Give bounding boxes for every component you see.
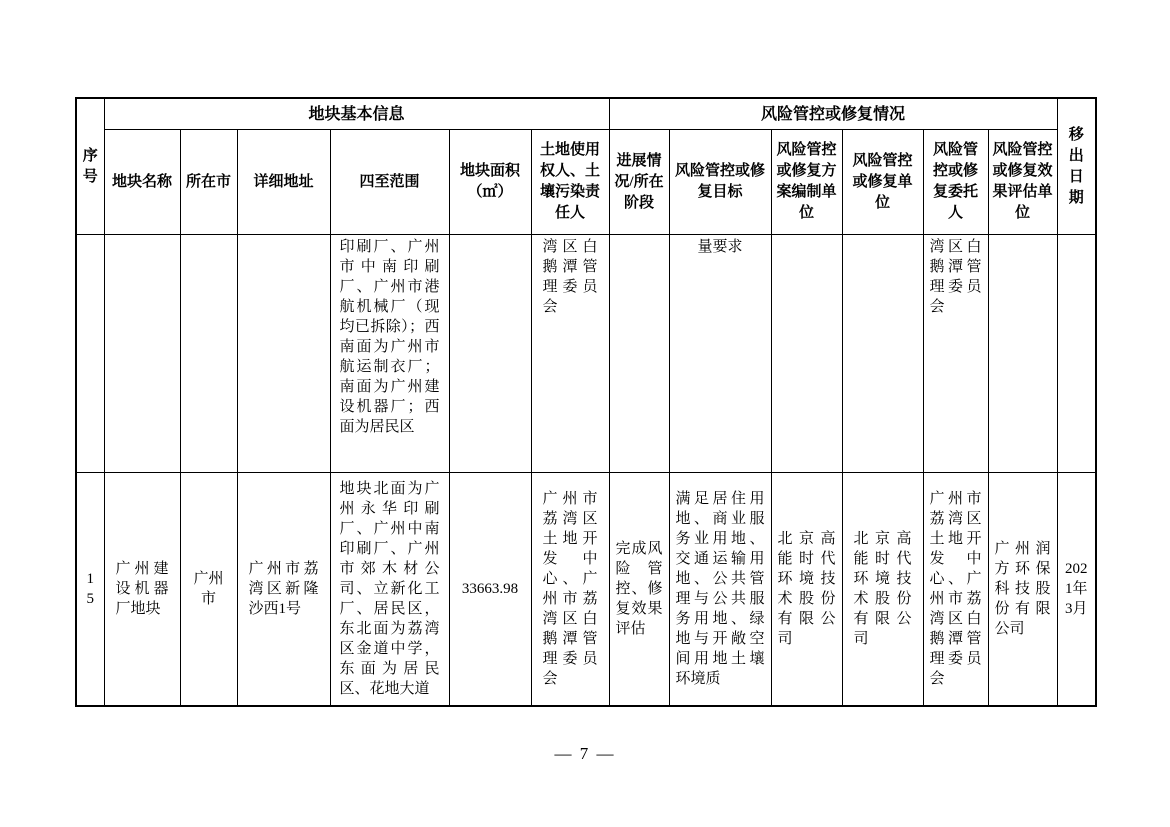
page-number: — 7 — bbox=[554, 744, 616, 763]
table-row bbox=[76, 130, 1096, 235]
cell-assess-unit: 广州润方环保科技股份有限公司 bbox=[988, 473, 1057, 706]
table-row-15 bbox=[76, 473, 1096, 706]
cell-client: 广州市荔湾区土地开发中心、广州市荔湾区白鹅潭管理委员会 bbox=[923, 473, 988, 706]
cell-target: 满足居住用地、商业服务业用地、交通运输用地、公共管理与公共服务用地、绿地与开敞空间用地土壤环境质 bbox=[669, 473, 771, 706]
col-header-progress: 进展情况/所在阶段 bbox=[609, 130, 669, 235]
cell-removal-date: 2021年3月 bbox=[1057, 473, 1096, 706]
col-header-name: 地块名称 bbox=[104, 130, 180, 235]
col-header-repair-unit: 风险管控或修复单位 bbox=[842, 130, 923, 235]
cell-progress bbox=[609, 235, 669, 473]
cell-plan-unit bbox=[771, 235, 842, 473]
col-header-client: 风险管控或修复委托人 bbox=[923, 130, 988, 235]
cell-boundary: 地块北面为广州永华印刷厂、广州中南印刷厂、广州市郊木材公司、立新化工厂、居民区，东北面为荔湾区金道中学，东面为居民区、花地大道 bbox=[330, 473, 449, 706]
cell-city bbox=[180, 235, 237, 473]
col-header-address: 详细地址 bbox=[237, 130, 330, 235]
cell-serial bbox=[76, 235, 104, 473]
cell-assess-unit bbox=[988, 235, 1057, 473]
cell-target: 量要求 bbox=[669, 235, 771, 473]
group-header-risk-info: 风险管控或修复情况 bbox=[609, 98, 1057, 130]
table-row-continuation bbox=[76, 235, 1096, 473]
col-header-plan-unit: 风险管控或修复方案编制单位 bbox=[771, 130, 842, 235]
cell-client: 湾区白鹅潭管理委员会 bbox=[923, 235, 988, 473]
col-header-city: 所在市 bbox=[180, 130, 237, 235]
col-header-land-user: 土地使用权人、土壤污染责任人 bbox=[531, 130, 609, 235]
cell-boundary: 印刷厂、广州市中南印刷厂、广州市港航机械厂（现均已拆除）；西南面为广州市航运制衣厂；南面为广州建设机器厂；西面为居民区 bbox=[330, 235, 449, 473]
col-header-area: 地块面积（㎡） bbox=[449, 130, 531, 235]
cell-area: 33663.98 bbox=[449, 473, 531, 706]
group-header-basic-info: 地块基本信息 bbox=[104, 98, 609, 130]
col-header-target: 风险管控或修复目标 bbox=[669, 130, 771, 235]
table-row bbox=[76, 98, 1096, 130]
col-header-assess-unit: 风险管控或修复效果评估单位 bbox=[988, 130, 1057, 235]
cell-land-user: 广州市荔湾区土地开发中心、广州市荔湾区白鹅潭管理委员会 bbox=[531, 473, 609, 706]
cell-city: 广州市 bbox=[180, 473, 237, 706]
cell-repair-unit bbox=[842, 235, 923, 473]
cell-serial: 15 bbox=[76, 473, 104, 706]
cell-name: 广州建设机器厂地块 bbox=[104, 473, 180, 706]
cell-plan-unit: 北京高能时代环境技术股份有限公司 bbox=[771, 473, 842, 706]
col-header-serial: 序号 bbox=[76, 98, 104, 235]
cell-repair-unit: 北京高能时代环境技术股份有限公司 bbox=[842, 473, 923, 706]
col-header-removal-date: 移出日期 bbox=[1057, 98, 1096, 235]
land-parcel-table bbox=[75, 97, 1097, 707]
cell-address bbox=[237, 235, 330, 473]
cell-area bbox=[449, 235, 531, 473]
cell-address: 广州市荔湾区新隆沙西1号 bbox=[237, 473, 330, 706]
cell-land-user: 湾区白鹅潭管理委员会 bbox=[531, 235, 609, 473]
col-header-boundary: 四至范围 bbox=[330, 130, 449, 235]
cell-name bbox=[104, 235, 180, 473]
cell-progress: 完成风险管控、修复效果评估 bbox=[609, 473, 669, 706]
cell-removal-date bbox=[1057, 235, 1096, 473]
